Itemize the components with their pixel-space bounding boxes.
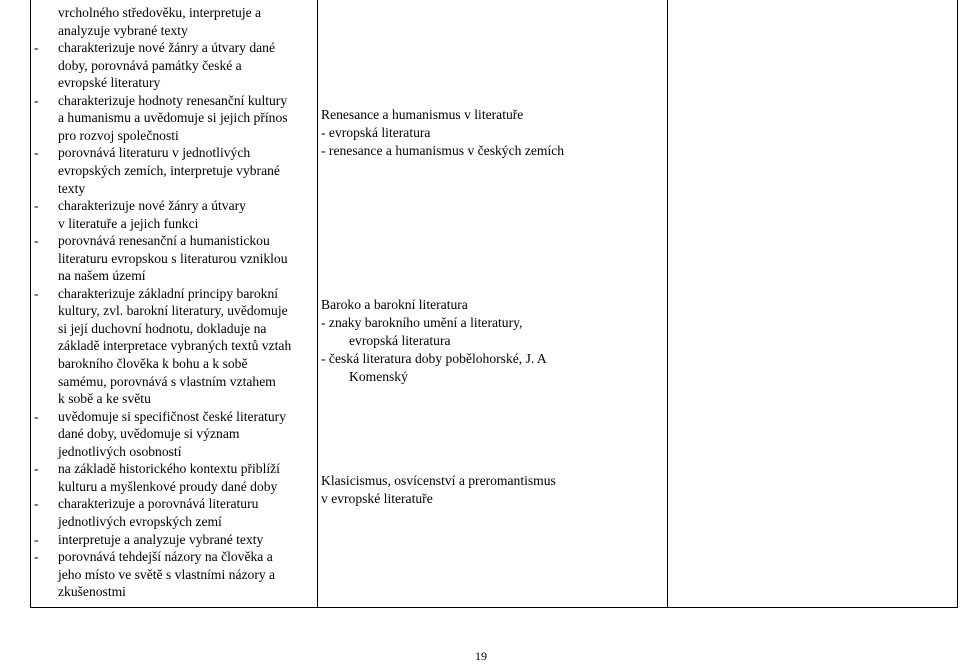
- outcome-text: jednotlivých evropských zemí: [58, 513, 222, 529]
- bullet-dash: -: [34, 549, 39, 565]
- bullet-dash: -: [34, 461, 39, 477]
- bullet-dash: -: [34, 198, 39, 214]
- outcome-text: texty: [58, 180, 86, 196]
- bullet-dash: -: [34, 531, 39, 547]
- bullet-dash: -: [34, 496, 39, 512]
- bullet-dash: -: [34, 408, 39, 424]
- baroque-item-1-cont: evropská literatura: [349, 333, 451, 348]
- renaissance-item-1: - evropská literatura: [321, 125, 431, 140]
- outcome-text: na základě historického kontextu přiblíží: [58, 461, 280, 477]
- outcome-text: analyzuje vybrané texty: [58, 22, 188, 38]
- outcome-text: vrcholného středověku, interpretuje a: [58, 5, 262, 20]
- bullet-dash: -: [34, 285, 39, 301]
- outcome-text: porovnává literaturu v jednotlivých: [58, 145, 251, 161]
- classicism-title-line-1: Klasicismus, osvícenství a preromantismus: [321, 473, 556, 488]
- outcome-text: pro rozvoj společnosti: [58, 127, 179, 143]
- bullet-dash: -: [34, 233, 39, 249]
- baroque-item-1: - znaky barokního umění a literatury,: [321, 315, 523, 330]
- baroque-item-2-cont: Komenský: [349, 369, 408, 384]
- renaissance-item-2: - renesance a humanismus v českých zemích: [321, 143, 565, 158]
- outcome-text: literaturu evropskou s literaturou vzniklou: [58, 250, 288, 266]
- outcome-text: na našem území: [58, 268, 146, 284]
- outcome-text: kultury, zvl. barokní literatury, uvědomuje: [58, 303, 288, 319]
- outcome-text: samému, porovnává s vlastním vztahem: [58, 373, 276, 389]
- outcome-text: barokního člověka k bohu a k sobě: [58, 356, 248, 371]
- outcome-text: jeho místo ve světě s vlastními názory a: [58, 566, 276, 582]
- baroque-item-2: - česká literatura doby pobělohorské, J. A: [321, 351, 547, 366]
- curriculum-table: [30, 0, 958, 608]
- page-number: 19: [475, 649, 487, 663]
- outcome-text: evropských zemích, interpretuje vybrané: [58, 162, 280, 178]
- outcome-text: charakterizuje základní principy barokní: [58, 285, 279, 301]
- outcome-text: charakterizuje nové žánry a útvary: [58, 198, 246, 214]
- outcome-text: doby, porovnává památky české a: [58, 57, 242, 73]
- outcome-text: zkušenostmi: [58, 584, 126, 600]
- outcome-text: a humanismu a uvědomuje si jejich přínos: [58, 110, 288, 126]
- renaissance-title: Renesance a humanismus v literatuře: [321, 107, 524, 122]
- outcome-text: si její duchovní hodnotu, dokladuje na: [58, 320, 267, 336]
- outcome-text: jednotlivých osobností: [58, 443, 182, 459]
- outcome-text: interpretuje a analyzuje vybrané texty: [58, 531, 264, 547]
- outcome-text: charakterizuje a porovnává literaturu: [58, 496, 259, 512]
- outcome-text: uvědomuje si specifičnost české literatury: [58, 408, 287, 424]
- outcome-text: dané doby, uvědomuje si význam: [58, 426, 240, 442]
- baroque-title: Baroko a barokní literatura: [321, 297, 468, 312]
- outcome-text: charakterizuje hodnoty renesanční kultury: [58, 92, 288, 108]
- outcome-text: k sobě a ke světu: [58, 391, 151, 407]
- bullet-dash: -: [34, 92, 39, 108]
- bullet-dash: -: [34, 40, 39, 56]
- outcome-text: evropské literatury: [58, 75, 161, 91]
- outcome-text: kulturu a myšlenkové proudy dané doby: [58, 478, 278, 494]
- classicism-title-line-2: v evropské literatuře: [321, 491, 433, 506]
- column-divider-2: [667, 0, 668, 607]
- outcome-text: v literatuře a jejich funkci: [58, 215, 199, 231]
- column-divider-1: [317, 0, 318, 607]
- outcome-text: základě interpretace vybraných textů vztah: [58, 338, 292, 354]
- outcome-text: charakterizuje nové žánry a útvary dané: [58, 40, 276, 56]
- bullet-dash: -: [34, 145, 39, 161]
- outcome-text: porovnává renesanční a humanistickou: [58, 233, 270, 249]
- outcome-text: porovnává tehdejší názory na člověka a: [58, 549, 273, 565]
